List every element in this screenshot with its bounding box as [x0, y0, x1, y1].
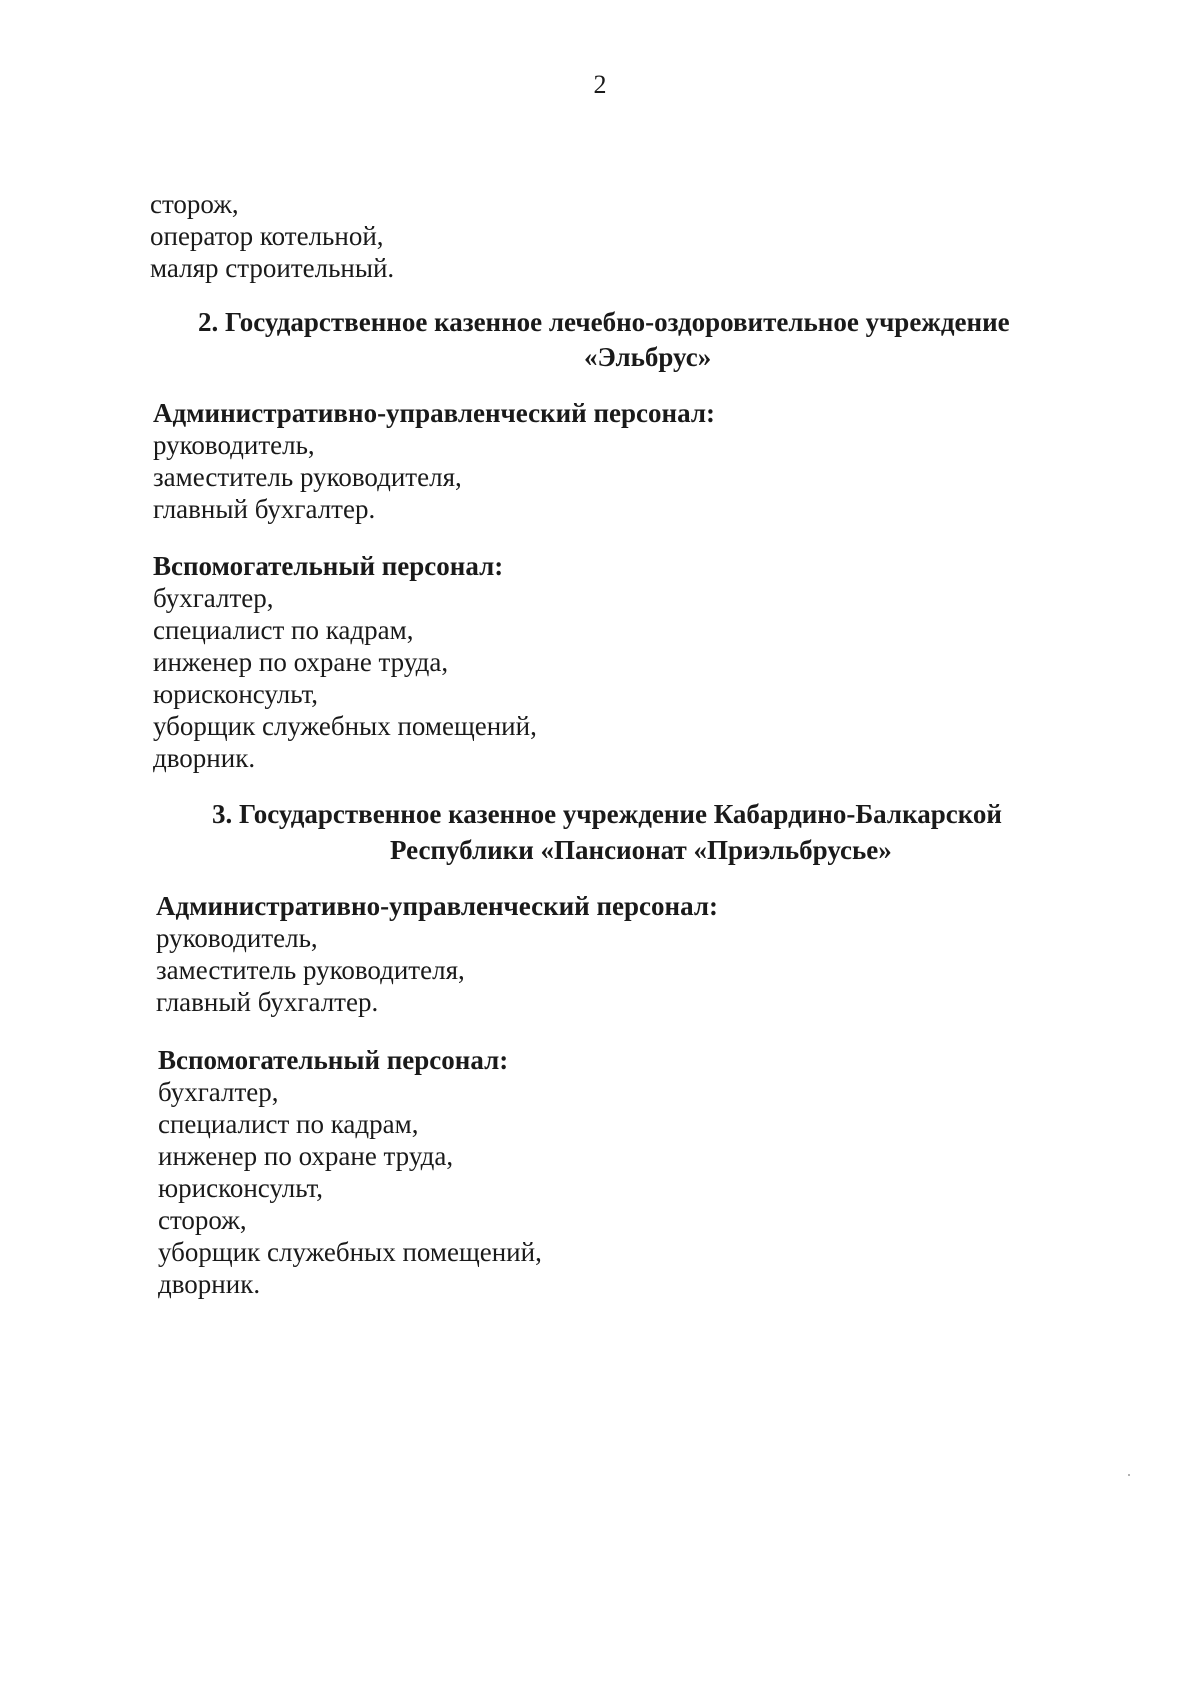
list-item: главный бухгалтер. — [156, 987, 379, 1017]
section-2-title-line2: «Эльбрус» — [584, 342, 712, 372]
section-2-aux-group — [153, 550, 537, 774]
list-item: уборщик служебных помещений, — [158, 1237, 542, 1267]
section-2-title-line1: 2. Государственное казенное лечебно-оздоровительное учреждение — [198, 307, 1010, 337]
list-item: сторож, — [158, 1205, 247, 1235]
section-3-admin-group — [156, 890, 718, 1018]
list-item: заместитель руководителя, — [156, 955, 465, 985]
list-item: руководитель, — [153, 430, 315, 460]
page-number: 2 — [593, 70, 607, 99]
list-item: оператор котельной, — [150, 221, 384, 251]
list-item: юрисконсульт, — [153, 679, 319, 709]
list-item: сторож, — [150, 189, 239, 219]
list-item: уборщик служебных помещений, — [153, 711, 537, 741]
section-2-admin-group — [153, 397, 715, 525]
list-item: дворник. — [158, 1269, 261, 1299]
list-item: инженер по охране труда, — [158, 1141, 454, 1171]
list-item: бухгалтер, — [153, 583, 274, 613]
section-3-aux-group — [158, 1044, 542, 1300]
list-item: руководитель, — [156, 923, 318, 953]
list-item: дворник. — [153, 743, 256, 773]
group-heading: Вспомогательный персонал: — [153, 551, 504, 581]
section-3-title-line1: 3. Государственное казенное учреждение Кабардино-Балкарской — [212, 799, 1002, 829]
list-item: специалист по кадрам, — [158, 1109, 419, 1139]
scan-speck — [1128, 1474, 1130, 1476]
group-heading: Вспомогательный персонал: — [158, 1045, 509, 1075]
list-item: юрисконсульт, — [158, 1173, 324, 1203]
list-item: заместитель руководителя, — [153, 462, 462, 492]
list-item: бухгалтер, — [158, 1077, 279, 1107]
list-item: маляр строительный. — [150, 253, 395, 283]
list-item: инженер по охране труда, — [153, 647, 449, 677]
group-heading: Административно-управленческий персонал: — [156, 891, 718, 921]
list-item: специалист по кадрам, — [153, 615, 414, 645]
list-item: главный бухгалтер. — [153, 494, 376, 524]
section-3-title-line2: Республики «Пансионат «Приэльбрусье» — [390, 835, 892, 865]
group-heading: Административно-управленческий персонал: — [153, 398, 715, 428]
intro-list — [150, 188, 394, 284]
